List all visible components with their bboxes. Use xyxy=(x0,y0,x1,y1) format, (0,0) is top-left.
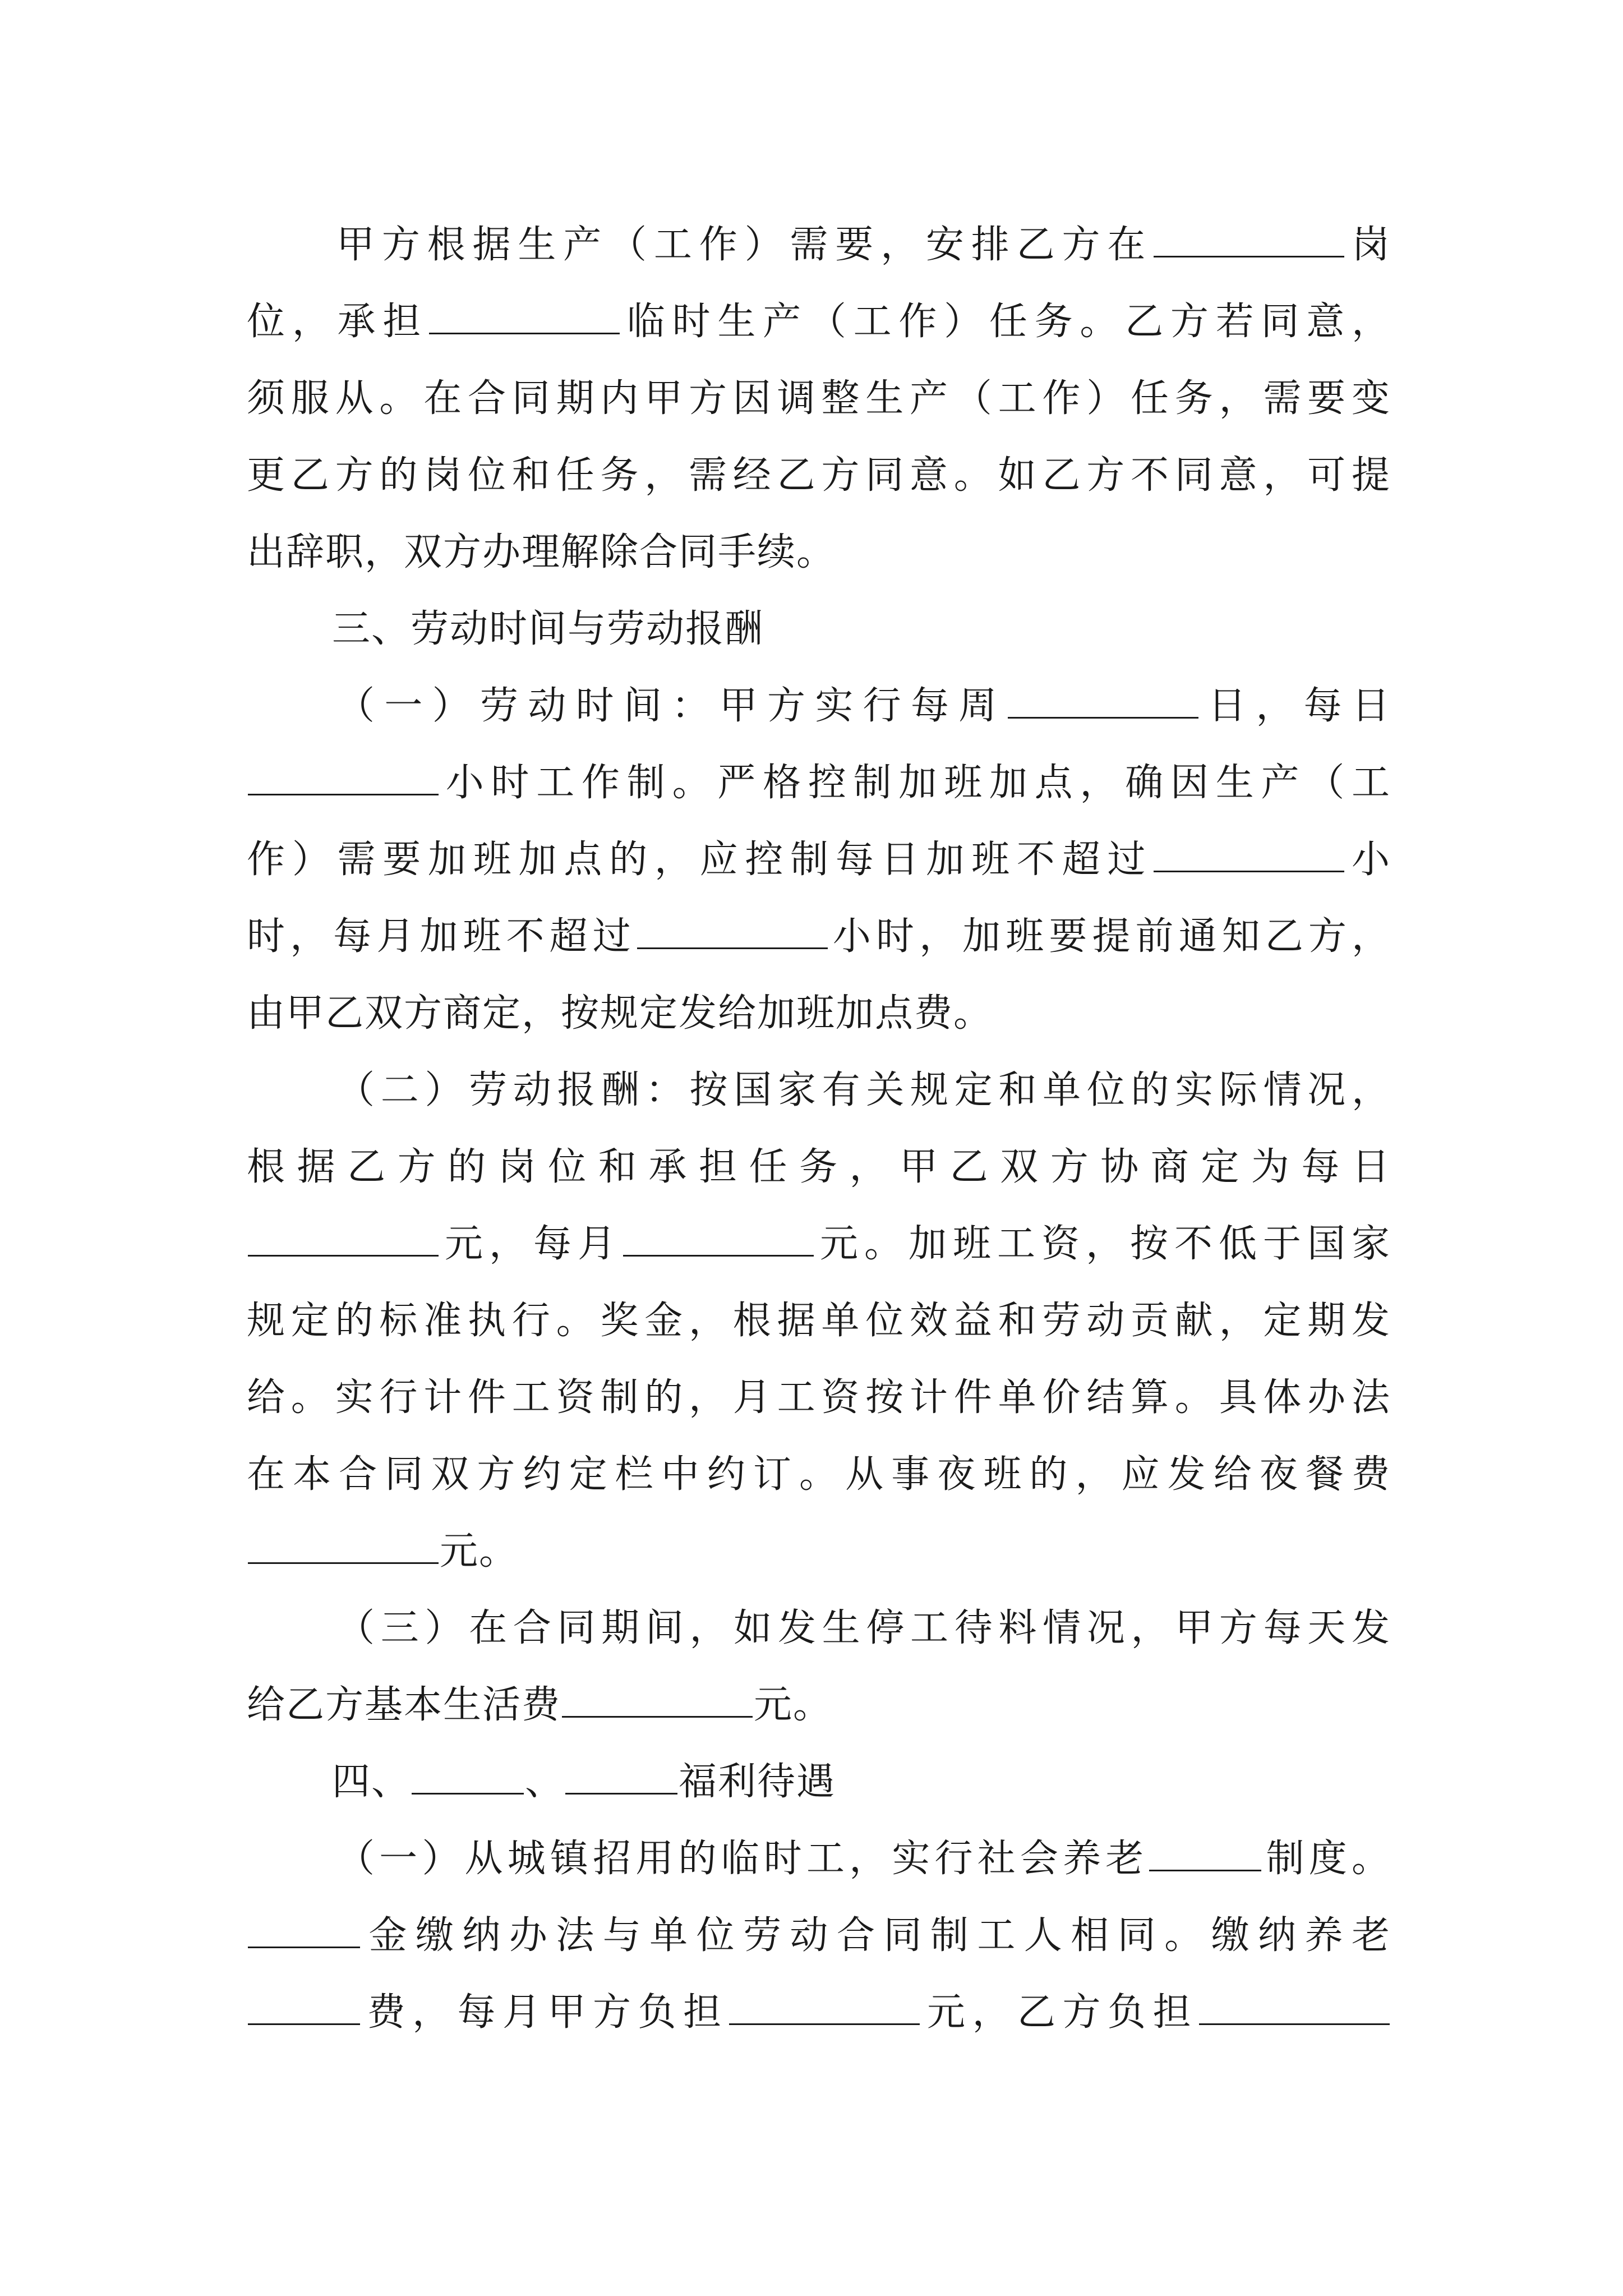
fill-blank xyxy=(1154,227,1344,257)
fill-blank xyxy=(1154,841,1344,872)
text-run: 福利待遇 xyxy=(679,1760,836,1804)
paragraph-line xyxy=(247,898,1391,975)
paragraph-line xyxy=(247,744,1391,821)
text-run: 制度。 xyxy=(1262,1837,1391,1881)
paragraph-line xyxy=(247,1897,1391,1974)
paragraph-line xyxy=(247,206,1391,283)
fill-blank xyxy=(562,1687,753,1718)
paragraph-line: 须服从。在合同期内甲方因调整生产（工作）任务，需要变 xyxy=(247,376,1391,421)
fill-blank xyxy=(1199,1994,1390,2025)
fill-blank xyxy=(565,1764,677,1795)
text-run: 元。 xyxy=(440,1529,519,1573)
paragraph-line xyxy=(247,821,1391,898)
paragraph-line: 出辞职，双方办理解除合同手续。 xyxy=(247,530,836,574)
text-run: 元，乙方负担 xyxy=(921,1990,1198,2035)
text-run: 时，每月加班不超过 xyxy=(247,914,636,959)
paragraph-line: 规定的标准执行。奖金，根据单位效益和劳动贡献，定期发 xyxy=(247,1299,1391,1343)
fill-blank xyxy=(412,1764,524,1795)
text-run: 临时生产（工作）任务。乙方若同意， xyxy=(621,300,1391,344)
text-run: 甲方根据生产（工作）需要，安排乙方在 xyxy=(336,223,1153,267)
text-run: （一）劳动时间：甲方实行每周 xyxy=(336,684,1007,728)
text-run: 元。加班工资，按不低于国家 xyxy=(815,1222,1391,1266)
section-heading xyxy=(247,1743,1391,1820)
fill-blank xyxy=(248,1533,439,1564)
paragraph-line xyxy=(247,283,1391,360)
fill-blank xyxy=(248,1226,439,1257)
text-run: 小 xyxy=(1345,838,1391,882)
text-run: 位，承担 xyxy=(247,300,428,344)
fill-blank xyxy=(1149,1841,1261,1871)
text-run: （一）从城镇招用的临时工，实行社会养老 xyxy=(336,1837,1149,1881)
fill-blank xyxy=(1008,688,1198,719)
fill-blank xyxy=(729,1994,920,2025)
text-run: 、 xyxy=(525,1760,565,1804)
text-run: 金缴纳办法与单位劳动合同制工人相同。缴纳养老 xyxy=(361,1913,1391,1958)
text-run: 元。 xyxy=(754,1683,833,1727)
paragraph-line xyxy=(247,668,1391,744)
fill-blank xyxy=(248,1917,360,1948)
paragraph-line: 在本合同双方约定栏中约订。从事夜班的，应发给夜餐费 xyxy=(247,1452,1391,1497)
document-body xyxy=(247,206,1391,2051)
paragraph-line: 更乙方的岗位和任务，需经乙方同意。如乙方不同意，可提 xyxy=(247,453,1391,498)
text-run: 元，每月 xyxy=(440,1222,622,1266)
paragraph-line xyxy=(247,1667,1391,1743)
paragraph-line xyxy=(247,1205,1391,1282)
text-run: 费，每月甲方负担 xyxy=(361,1990,728,2035)
fill-blank xyxy=(429,303,620,334)
text-run: 小时，加班要提前通知乙方， xyxy=(828,914,1391,959)
paragraph-line xyxy=(247,1974,1391,2051)
text-run: 给乙方基本生活费 xyxy=(247,1683,561,1727)
paragraph-line: 根据乙方的岗位和承担任务，甲乙双方协商定为每日 xyxy=(247,1145,1391,1189)
section-heading: 三、劳动时间与劳动报酬 xyxy=(332,607,764,651)
fill-blank xyxy=(248,765,439,795)
paragraph-line: （三）在合同期间，如发生停工待料情况，甲方每天发 xyxy=(336,1606,1391,1650)
paragraph-line: 给。实行计件工资制的，月工资按计件单价结算。具体办法 xyxy=(247,1375,1391,1420)
paragraph-line: （二）劳动报酬：按国家有关规定和单位的实际情况， xyxy=(336,1068,1391,1112)
text-run: 日，每日 xyxy=(1199,684,1391,728)
paragraph-line: 由甲乙双方商定，按规定发给加班加点费。 xyxy=(247,991,993,1036)
text-run: 作）需要加班加点的，应控制每日加班不超过 xyxy=(247,838,1153,882)
fill-blank xyxy=(637,918,828,949)
fill-blank xyxy=(623,1226,814,1257)
text-run: 岗 xyxy=(1345,223,1391,267)
paragraph-line xyxy=(247,1513,1391,1590)
text-run: 小时工作制。严格控制加班加点，确因生产（工 xyxy=(440,761,1391,805)
fill-blank xyxy=(248,1994,360,2025)
paragraph-line xyxy=(247,1820,1391,1897)
text-run: 四、 xyxy=(332,1760,411,1804)
